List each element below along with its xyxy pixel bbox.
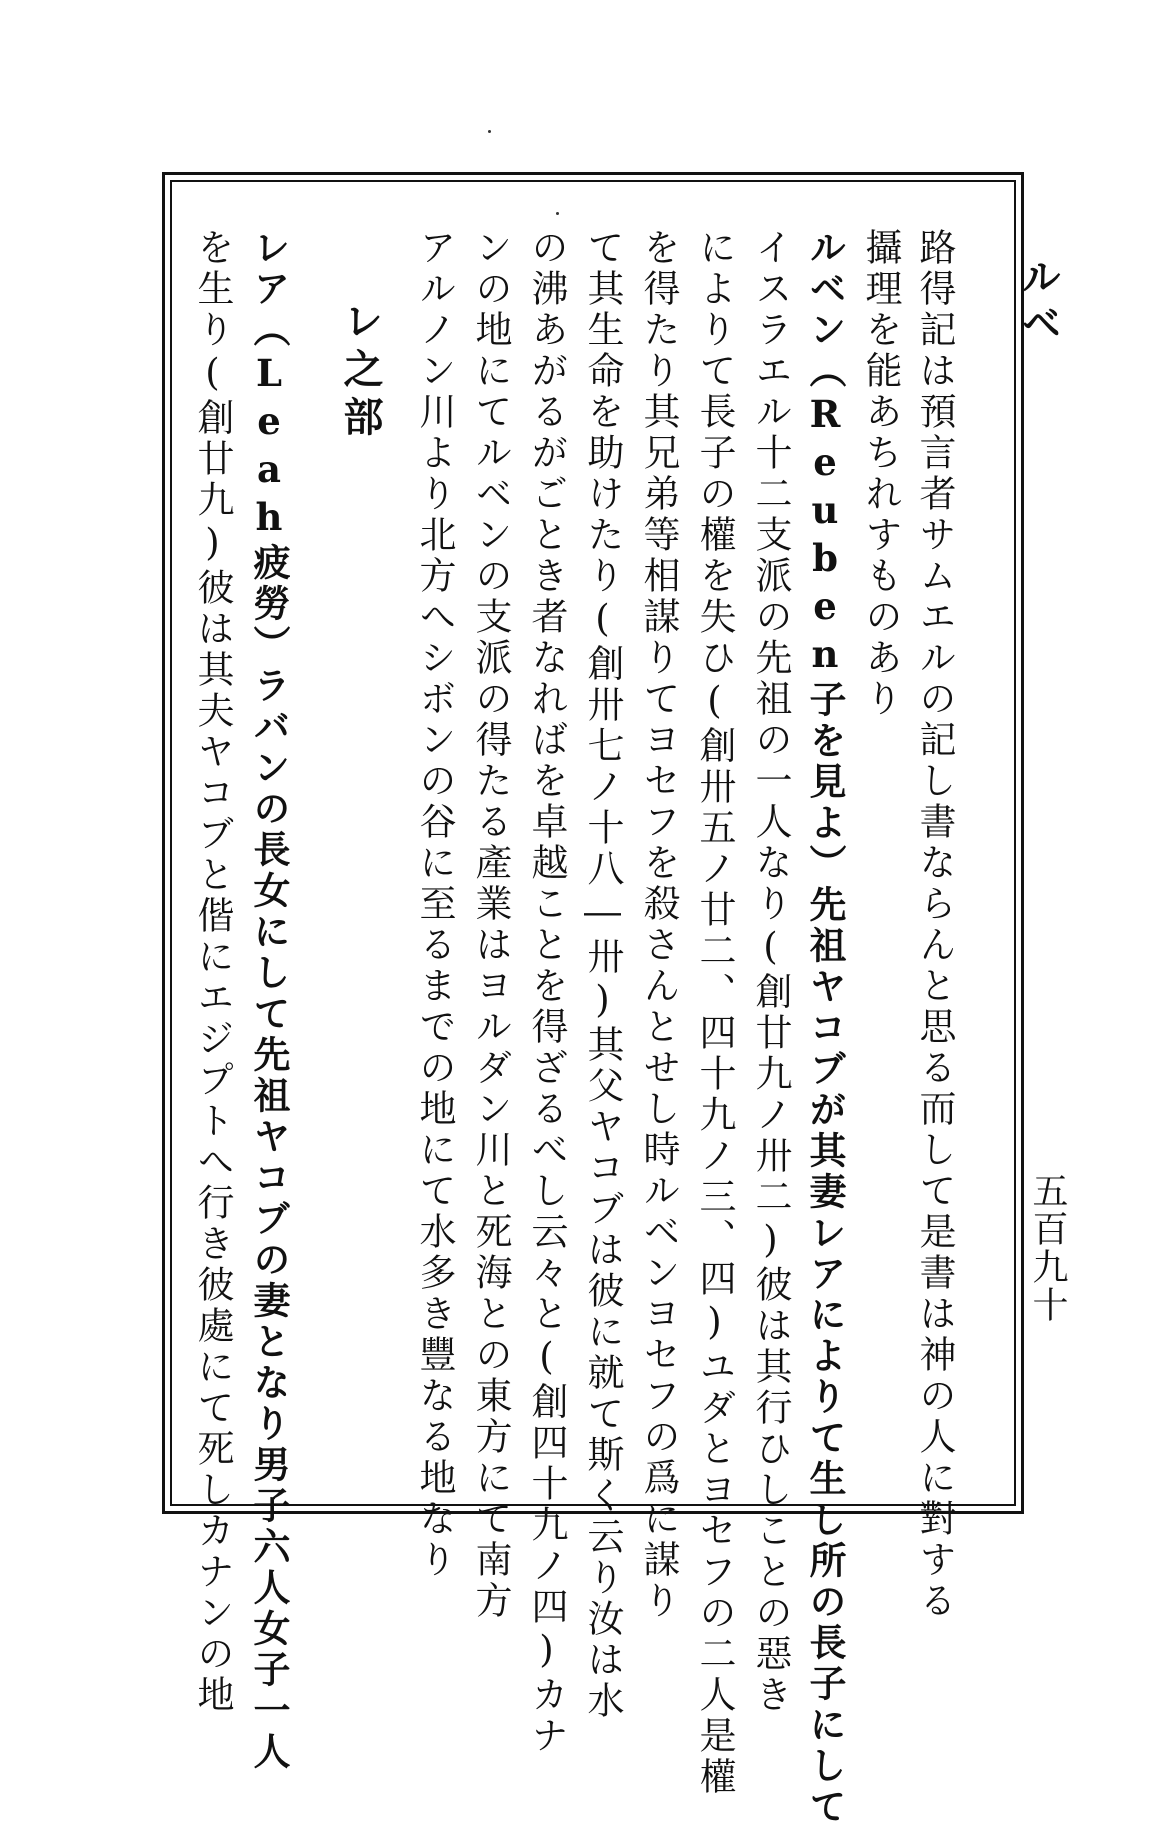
section-heading: レ之部	[337, 300, 384, 444]
text-column-5: によりて長子の權を失ひ(創卅五ノ廿二、四十九ノ三、四)ユダとヨセフの二人是權	[693, 228, 736, 1798]
print-speck	[556, 212, 559, 215]
text-column-10: アルノン川より北方へシボンの谷に至るまでの地にて水多き豐なる地なり	[413, 228, 456, 1581]
text-column-6: を得たり其兄弟等相謀りてヨセフを殺さんとせし時ルベンヨセフの爲に謀り	[637, 228, 680, 1622]
running-head: ルベ	[1015, 256, 1062, 348]
page-number: 五百九十	[1027, 1172, 1068, 1324]
text-column-8: の沸あがるがごとき者なればを卓越ことを得ざるべし云々と(創四十九ノ四)カナ	[525, 228, 568, 1757]
entry-leah: レア（Leah疲勞）ラバンの長女にして先祖ヤコブの妻となり男子六人女子一人	[247, 228, 291, 1773]
entry-reuben: ルベン（Reuben子を見よ）先祖ヤコブが其妻レアによりて生し所の長子にして	[803, 228, 847, 1828]
text-column-9: ンの地にてルベンの支派の得たる產業はヨルダン川と死海との東方にて南方	[469, 228, 512, 1622]
text-column-4: イスラエル十二支派の先祖の一人なり(創廿九ノ卅二)彼は其行ひしことの惡き	[749, 228, 792, 1716]
text-column-leah-2: を生り(創廿九)彼は其夫ヤコブと偕にエジプトへ行き彼處にて死しカナンの地	[191, 228, 234, 1716]
text-column-7: て其生命を助けたり(創卅七ノ十八―卅)其父ヤコブは彼に就て斯く云り汝は水	[581, 228, 624, 1722]
text-column-2: 攝理を能あちれすものあり	[859, 228, 902, 720]
print-speck	[488, 130, 491, 133]
text-column-1: 路得記は預言者サムエルの記し書ならんと思る而して是書は神の人に對する	[913, 228, 956, 1622]
